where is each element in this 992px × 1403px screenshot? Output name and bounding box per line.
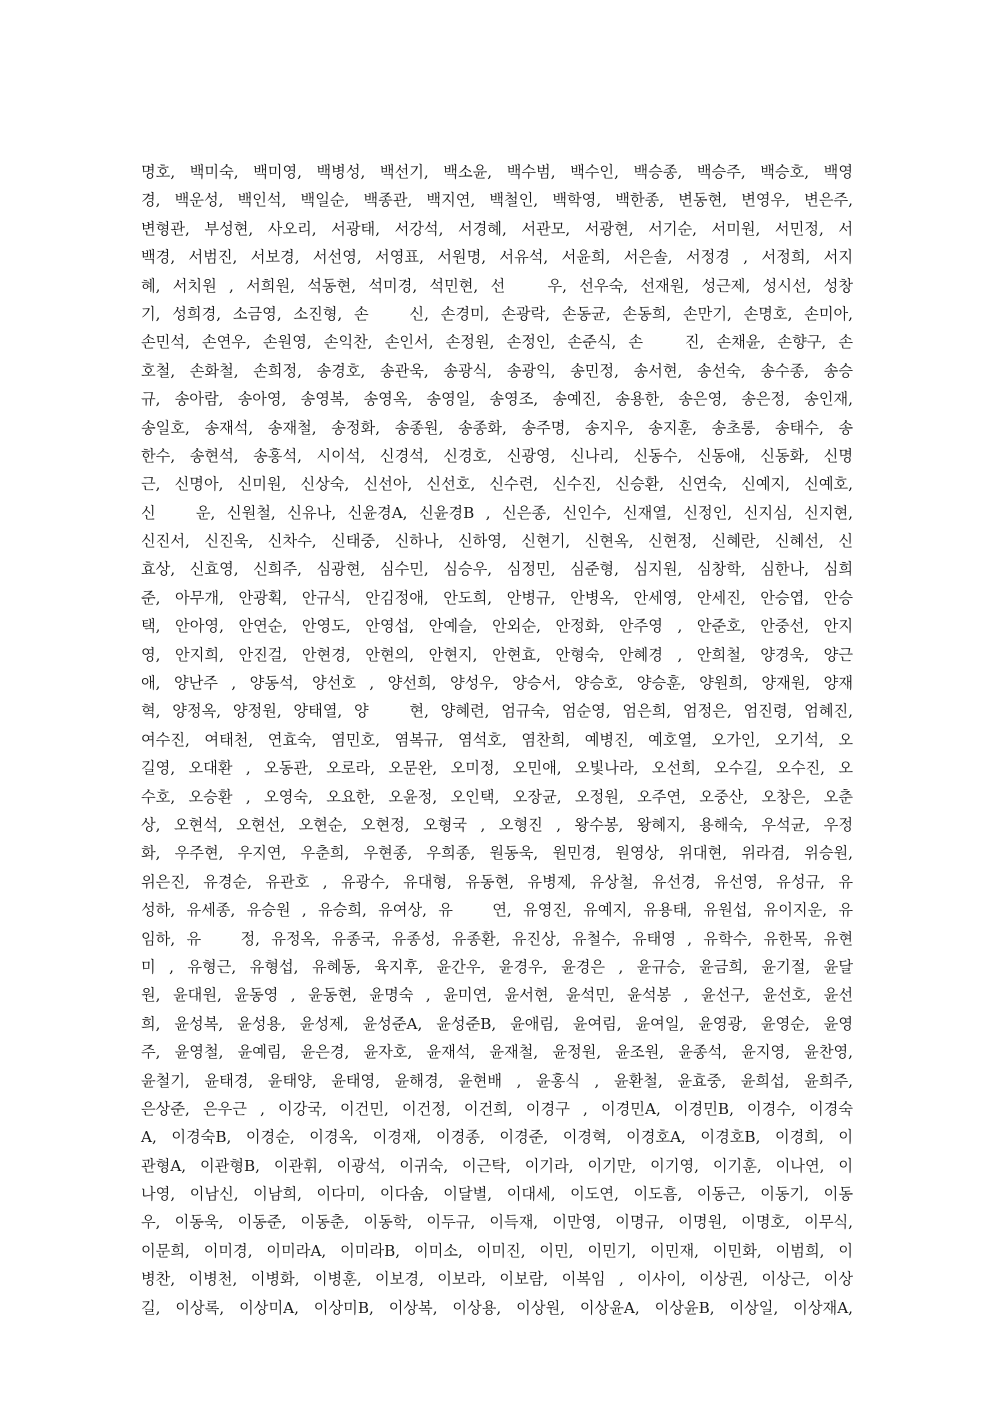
text-line: 나영, 이남신, 이남희, 이다미, 이다솜, 이달별, 이대세, 이도연, 이도흠, 이동근, 이동기, 이동 xyxy=(141,1185,853,1204)
text-line: 경, 백운성, 백인석, 백일순, 백종관, 백지연, 백철인, 백학영, 백한종, 변동현, 변영우, 변은주, xyxy=(141,191,853,210)
text-line: 한수, 송현석, 송홍석, 시이석, 신경석, 신경호, 신광영, 신나리, 신동수, 신동애, 신동화, 신명 xyxy=(141,446,853,465)
text-line: 신 운, 신원철, 신유나, 신윤경A, 신윤경B , 신은종, 신인수, 신재열, 신정인, 신지심, 신지현, xyxy=(141,503,853,522)
text-line: 윤철기, 윤태경, 윤태양, 윤태영, 윤해경, 윤현배 , 윤홍식 , 윤환철, 윤효중, 윤희섭, 윤희주, xyxy=(141,1071,853,1090)
text-line: 길, 이상록, 이상미A, 이상미B, 이상복, 이상용, 이상원, 이상윤A, 이상윤B, 이상일, 이상재A, xyxy=(141,1298,853,1317)
text-line: 기, 성희경, 소금영, 소진형, 손 신, 손경미, 손광락, 손동균, 손동희, 손만기, 손명호, 손미아, xyxy=(141,304,853,323)
text-line: 택, 안아영, 안연순, 안영도, 안영섭, 안예슬, 안외순, 안정화, 안주영 , 안준호, 안중선, 안지 xyxy=(141,617,853,636)
text-line: 혜, 서치원 , 서희원, 석동현, 석미경, 석민현, 선 우, 선우숙, 선재원, 성근제, 성시선, 성창 xyxy=(141,276,853,295)
text-line: 화, 우주현, 우지연, 우춘희, 우현종, 우희종, 원동욱, 원민경, 원영상, 위대현, 위라겸, 위승원, xyxy=(141,844,853,863)
text-line: 변형관, 부성현, 사오리, 서광태, 서강석, 서경혜, 서관모, 서광현, 서기순, 서미원, 서민정, 서 xyxy=(141,219,853,238)
text-line: 송일호, 송재석, 송재철, 송정화, 송종원, 송종화, 송주명, 송지우, 송지훈, 송초롱, 송태수, 송 xyxy=(141,418,853,437)
name-list-text xyxy=(141,158,853,1322)
text-line: 호철, 손화철, 손희정, 송경호, 송관욱, 송광식, 송광익, 송민정, 송서현, 송선숙, 송수종, 송승 xyxy=(141,361,853,380)
text-line: 손민석, 손연우, 손원영, 손익찬, 손인서, 손정원, 손정인, 손준식, 손 진, 손채윤, 손향구, 손 xyxy=(141,333,853,352)
text-line: 수호, 오승환 , 오영숙, 오요한, 오윤정, 오인택, 오장균, 오정원, 오주연, 오중산, 오창은, 오춘 xyxy=(141,787,853,806)
text-line: 은상준, 은우근 , 이강국, 이건민, 이건정, 이건희, 이경구 , 이경민A, 이경민B, 이경수, 이경숙 xyxy=(141,1099,853,1118)
text-line: 규, 송아람, 송아영, 송영복, 송영옥, 송영일, 송영조, 송예진, 송용한, 송은영, 송은정, 송인재, xyxy=(141,390,853,409)
text-line: 백경, 서범진, 서보경, 서선영, 서영표, 서원명, 서유석, 서윤희, 서은솔, 서정경 , 서정희, 서지 xyxy=(141,248,853,267)
text-line: 우, 이동욱, 이동준, 이동춘, 이동학, 이두규, 이득재, 이만영, 이명규, 이명원, 이명호, 이무식, xyxy=(141,1213,853,1232)
text-line: 명호, 백미숙, 백미영, 백병성, 백선기, 백소윤, 백수범, 백수인, 백승종, 백승주, 백승호, 백영 xyxy=(141,163,853,181)
text-line: 관형A, 이관형B, 이관휘, 이광석, 이귀숙, 이근탁, 이기라, 이기만, 이기영, 이기훈, 이나연, 이 xyxy=(141,1156,853,1175)
text-line: 애, 양난주 , 양동석, 양선호 , 양선희, 양성우, 양승서, 양승호, 양승훈, 양원희, 양재원, 양재 xyxy=(141,674,853,693)
text-line: 이문희, 이미경, 이미라A, 이미라B, 이미소, 이미진, 이민, 이민기, 이민재, 이민화, 이범희, 이 xyxy=(141,1241,853,1260)
text-line: 성하, 유세종, 유승원 , 유승희, 유여상, 유 연, 유영진, 유예지, 유용태, 유원섭, 유이지운, 유 xyxy=(141,901,853,920)
text-line: 상, 오현석, 오현선, 오현순, 오현정, 오형국 , 오형진 , 왕수봉, 왕혜지, 용해숙, 우석균, 우정 xyxy=(141,815,853,834)
text-line: 신진서, 신진욱, 신차수, 신태중, 신하나, 신하영, 신현기, 신현옥, 신현정, 신혜란, 신혜선, 신 xyxy=(141,532,853,551)
text-line: 원, 윤대원, 윤동영 , 윤동현, 윤명숙 , 윤미연, 윤서현, 윤석민, 윤석봉 , 윤선구, 윤선호, 윤선 xyxy=(141,986,853,1005)
text-line: 희, 윤성복, 윤성용, 윤성제, 윤성준A, 윤성준B, 윤애림, 윤여림, 윤여일, 윤영광, 윤영순, 윤영 xyxy=(141,1014,853,1033)
text-line: 병찬, 이병천, 이병화, 이병훈, 이보경, 이보라, 이보람, 이복임 , 이사이, 이상권, 이상근, 이상 xyxy=(141,1270,853,1289)
text-line: 준, 아무개, 안광획, 안규식, 안김정애, 안도희, 안병규, 안병옥, 안세영, 안세진, 안승엽, 안승 xyxy=(141,588,853,607)
text-line: 효상, 신효영, 신희주, 심광현, 심수민, 심승우, 심정민, 심준형, 심지원, 심창학, 심한나, 심희 xyxy=(141,560,853,579)
text-line: 혁, 양정옥, 양정원, 양태열, 양 현, 양혜련, 엄규숙, 엄순영, 엄은희, 엄정은, 엄진령, 엄혜진, xyxy=(141,702,853,721)
text-line: 미 , 유형근, 유형섭, 유혜동, 육지후, 윤간우, 윤경우, 윤경은 , 윤규승, 윤금희, 윤기절, 윤달 xyxy=(141,957,853,976)
text-line: 여수진, 여태천, 연효숙, 염민호, 염복규, 염석호, 염찬희, 예병진, 예호열, 오가인, 오기석, 오 xyxy=(141,730,853,749)
text-line: 주, 윤영철, 윤예림, 윤은경, 윤자호, 윤재석, 윤재철, 윤정원, 윤조원, 윤종석, 윤지영, 윤찬영, xyxy=(141,1043,853,1062)
text-line: 위은진, 유경순, 유관호 , 유광수, 유대형, 유동현, 유병제, 유상철, 유선경, 유선영, 유성규, 유 xyxy=(141,872,853,891)
text-line: 영, 안지희, 안진걸, 안현경, 안현의, 안현지, 안현효, 안형숙, 안혜경 , 안희철, 양경욱, 양근 xyxy=(141,645,853,664)
text-line: 임하, 유 정, 유정옥, 유종국, 유종성, 유종환, 유진상, 유철수, 유태영 , 유학수, 유한목, 유현 xyxy=(141,929,853,948)
text-line: A, 이경숙B, 이경순, 이경옥, 이경재, 이경종, 이경준, 이경혁, 이경호A, 이경호B, 이경희, 이 xyxy=(141,1128,853,1147)
text-line: 근, 신명아, 신미원, 신상숙, 신선아, 신선호, 신수련, 신수진, 신승환, 신연숙, 신예지, 신예호, xyxy=(141,475,853,494)
text-line: 길영, 오대환 , 오동관, 오로라, 오문완, 오미정, 오민애, 오빛나라, 오선희, 오수길, 오수진, 오 xyxy=(141,759,853,778)
